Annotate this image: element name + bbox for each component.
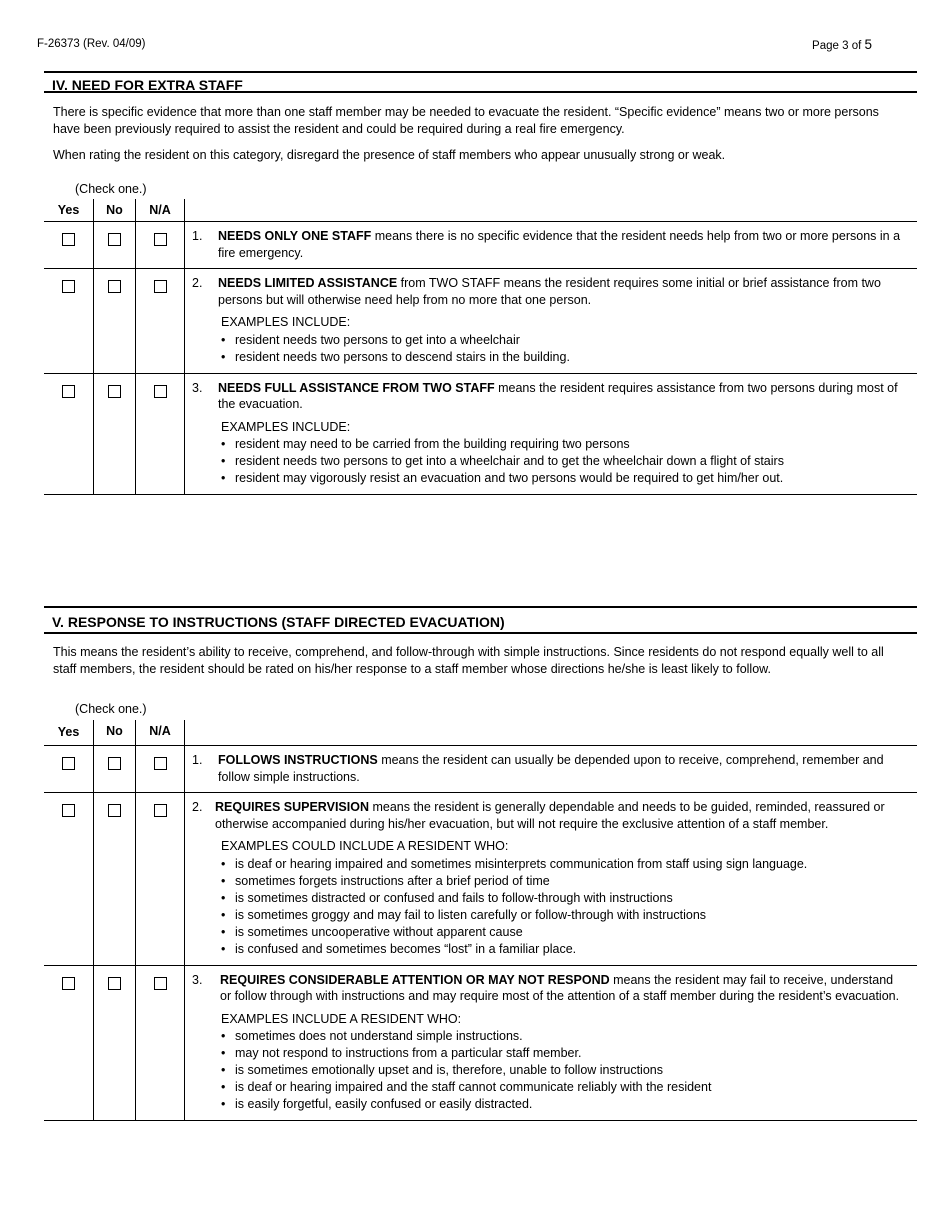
form-number: F-26373 (Rev. 04/09) [37,38,146,50]
list-item: • is confused and sometimes becomes “lost” in a familiar place. [221,941,907,958]
item-number: 2. [192,276,203,290]
yes-checkbox[interactable] [62,804,75,817]
item-description: means there is no specific evidence that the resident needs help from two or more persons in a fire emergency. [218,229,901,260]
item-heading: NEEDS LIMITED ASSISTANCE [218,276,398,290]
item-heading: NEEDS FULL ASSISTANCE FROM TWO STAFF [218,380,495,395]
item-text [192,228,907,261]
list-item: • is sometimes emotionally upset and is, therefore, unable to follow instructions [221,1062,907,1079]
yes-checkbox[interactable] [62,233,75,246]
section-title: V. RESPONSE TO INSTRUCTIONS (STAFF DIRECTED EVACUATION) [44,606,917,634]
no-checkbox[interactable] [108,385,121,398]
no-checkbox[interactable] [108,804,121,817]
item-text [192,380,907,413]
list-item: • resident may vigorously resist an evacuation and two persons would be required to get him/her out. [221,470,907,487]
col-yes: Yes [44,720,94,746]
extra-staff-table [44,199,917,495]
yes-checkbox[interactable] [62,385,75,398]
item-heading: NEEDS ONLY ONE STAFF [218,229,372,243]
page-total: 5 [864,37,872,52]
item-number: 3. [192,380,203,395]
item-text [192,752,907,785]
examples-block [192,838,907,958]
item-description: means the resident may fail to receive, understand or follow through with instructions and may require most of the attention of a staff member during the resident’s evacuation. [220,972,900,1003]
examples-label: EXAMPLES INCLUDE A RESIDENT WHO: [221,1011,462,1026]
item-number: 2. [192,800,203,814]
section-response-to-instructions [44,606,917,677]
list-item: • resident may need to be carried from the building requiring two persons [221,436,907,453]
section-instruction: When rating the resident on this category, disregard the presence of staff members who appear unusually strong or weak. [53,148,726,162]
col-no: No [94,199,136,222]
page-indicator [812,37,872,52]
table-row [44,965,917,1121]
item-text [192,972,907,1005]
item-text [192,275,907,308]
section-title: IV. NEED FOR EXTRA STAFF [44,71,917,93]
list-item: • is deaf or hearing impaired and the staff cannot communicate reliably with the resident [221,1079,907,1096]
list-item: • is easily forgetful, easily confused or easily distracted. [221,1096,907,1113]
item-description: means the resident requires assistance from two persons during most of the evacuation. [218,380,898,411]
item-text [192,799,907,832]
list-item: • is sometimes groggy and may fail to listen carefully or follow-through with instructions [221,907,907,924]
page-prefix: Page 3 of [812,40,862,52]
col-yes: Yes [44,199,94,222]
list-item: • resident needs two persons to get into a wheelchair [221,332,907,349]
item-heading: REQUIRES CONSIDERABLE ATTENTION OR MAY NOT RESPOND [220,972,610,987]
item-number: 1. [192,229,203,243]
check-one-label: (Check one.) [75,702,147,716]
table-row [44,269,917,374]
no-checkbox[interactable] [108,977,121,990]
list-item: • is deaf or hearing impaired and sometimes misinterprets communication from staff using sign language. [221,856,907,873]
list-item: • sometimes forgets instructions after a brief period of time [221,873,907,890]
no-checkbox[interactable] [108,233,121,246]
list-item: • sometimes does not understand simple instructions. [221,1028,907,1045]
list-item: • resident needs two persons to descend stairs in the building. [221,349,907,366]
table-row [44,793,917,966]
item-heading: REQUIRES SUPERVISION [215,800,369,814]
section-need-for-extra-staff [44,71,917,164]
yes-checkbox[interactable] [62,977,75,990]
examples-label: EXAMPLES INCLUDE: [221,419,351,434]
na-checkbox[interactable] [154,804,167,817]
yes-checkbox[interactable] [62,280,75,293]
item-number: 3. [192,972,203,987]
item-number: 1. [192,753,203,767]
yes-checkbox[interactable] [62,757,75,770]
examples-block [192,419,907,488]
na-checkbox[interactable] [154,280,167,293]
no-checkbox[interactable] [108,280,121,293]
item-description: from TWO STAFF means the resident requires some initial or brief assistance from two persons but will otherwise need help from no more that one person. [218,276,881,307]
table-row [44,746,917,793]
examples-label: EXAMPLES INCLUDE: [221,315,351,329]
examples-label: EXAMPLES COULD INCLUDE A RESIDENT WHO: [221,839,509,853]
col-na: N/A [136,199,185,222]
item-heading: FOLLOWS INSTRUCTIONS [218,753,378,767]
na-checkbox[interactable] [154,977,167,990]
list-item: • may not respond to instructions from a particular staff member. [221,1045,907,1062]
no-checkbox[interactable] [108,757,121,770]
na-checkbox[interactable] [154,385,167,398]
col-na: N/A [136,720,185,746]
na-checkbox[interactable] [154,757,167,770]
section-intro: This means the resident’s ability to receive, comprehend, and follow-through with simple instructions. Since residents do not respond equally well to all staff members, the resident should be rated on his/her response to a staff member whose directions he/she is least likely to follow. [53,645,884,676]
col-no: No [94,720,136,746]
section-intro: There is specific evidence that more than one staff member may be needed to evacuate the resident. “Specific evidence” means two or more persons have been previously required to assist the resident and could be required during a real fire emergency. [53,105,879,136]
na-checkbox[interactable] [154,233,167,246]
examples-block [192,1011,907,1114]
response-instructions-table [44,720,917,1121]
list-item: • is sometimes distracted or confused and fails to follow-through with instructions [221,890,907,907]
examples-block [192,314,907,366]
item-description: means the resident can usually be depended upon to receive, comprehend, remember and follow simple instructions. [218,753,884,784]
item-description: means the resident is generally dependable and needs to be guided, reminded, reassured or otherwise accompanied during his/her evacuation, but will not require the exclusive attention of a staff member. [215,800,885,831]
list-item: • is sometimes uncooperative without apparent cause [221,924,907,941]
table-row [44,373,917,495]
list-item: • resident needs two persons to get into a wheelchair and to get the wheelchair down a flight of stairs [221,453,907,470]
check-one-label: (Check one.) [75,182,147,196]
table-row [44,222,917,269]
